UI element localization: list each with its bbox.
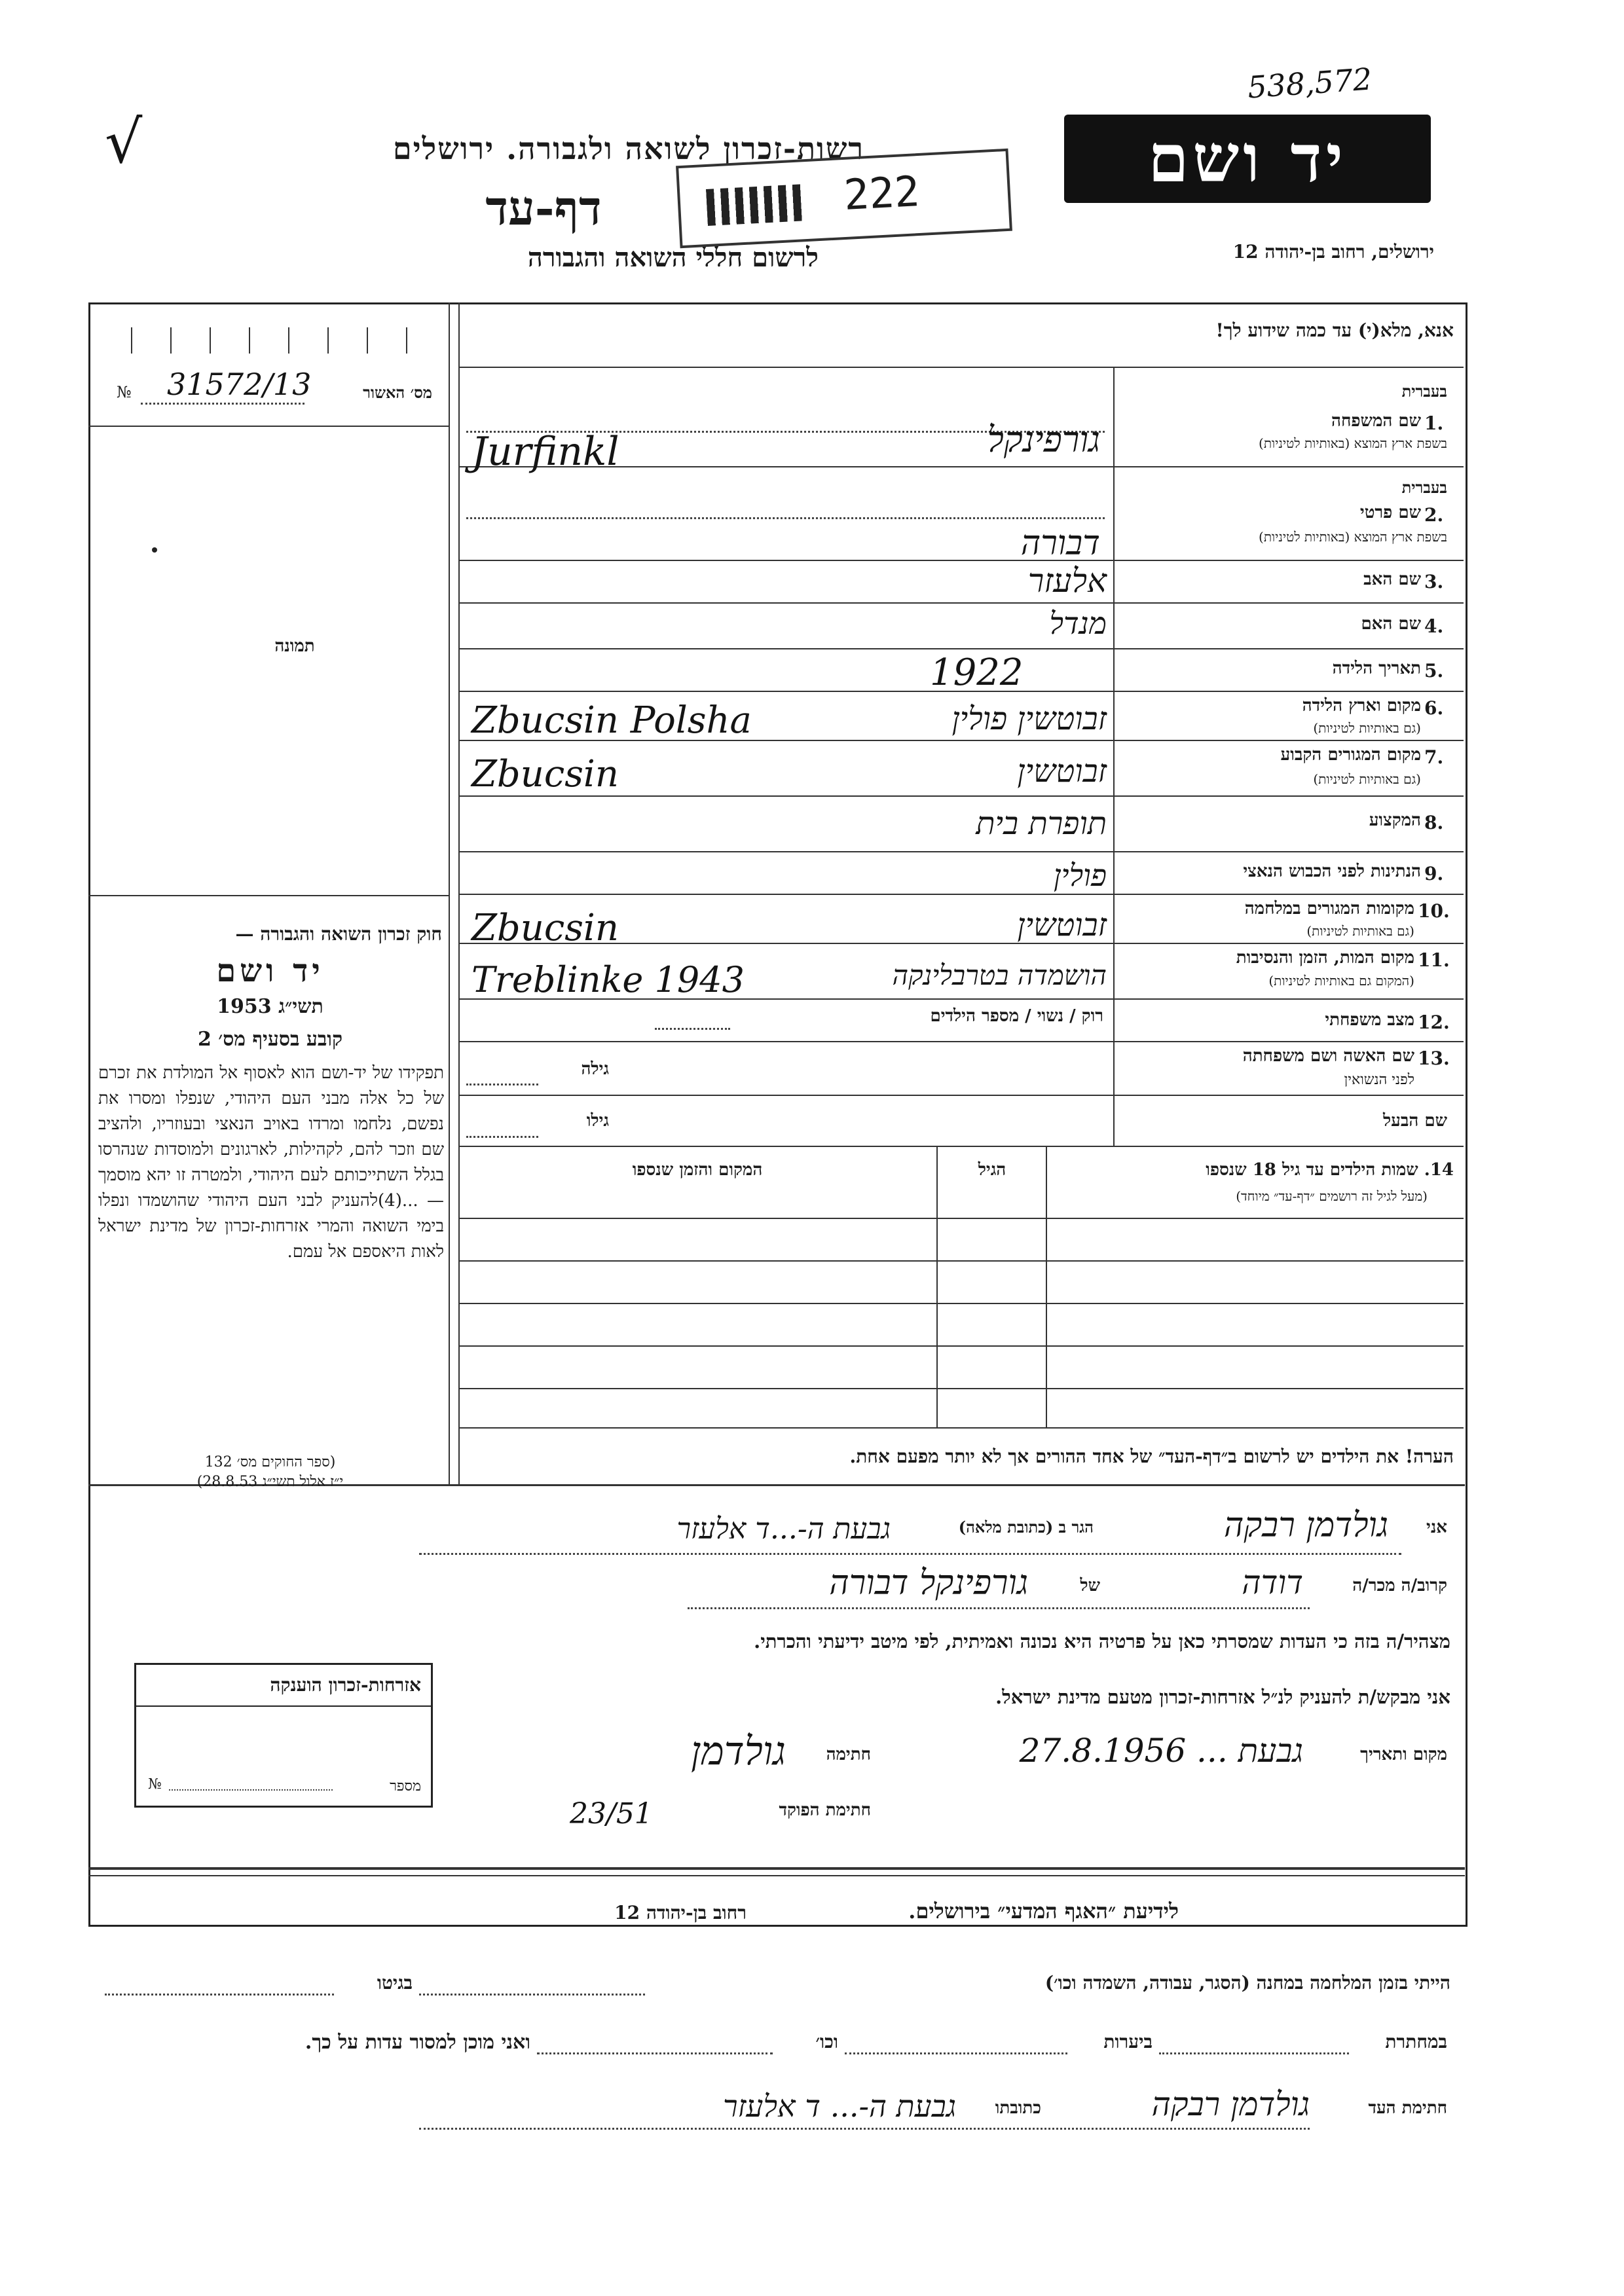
- children-place-header: המקום והזמן שנספו: [632, 1160, 763, 1180]
- field-3-number: 3.: [1424, 571, 1444, 592]
- field-12-options: רוק / נשוי / מספר הילדים: [930, 1006, 1103, 1026]
- relation-value: דודה: [1242, 1563, 1303, 1601]
- corner-handwriting: 538,572: [1246, 61, 1373, 105]
- forests-label: ביערות: [1103, 2031, 1153, 2052]
- husband-age-label: גילו: [586, 1111, 609, 1131]
- field-8-number: 8.: [1424, 812, 1444, 833]
- approval-number: 31572/13: [167, 367, 312, 402]
- field-4-label: שם האם: [1361, 614, 1421, 634]
- field-6-number: 6.: [1424, 697, 1444, 719]
- etc-label: וכו׳: [815, 2031, 838, 2052]
- field-8-hebrew-value: תופרת בית: [976, 805, 1107, 842]
- citizenship-box-title: אזרחות-זכרון הוענקה: [270, 1674, 421, 1696]
- field-5-value: 1922: [930, 651, 1024, 694]
- margin-checkmark: √: [105, 108, 143, 177]
- form-title: דף-עד: [485, 180, 602, 236]
- law-citation-1: (ספר החוקים מס׳ 132: [204, 1454, 336, 1470]
- underground-label: במחתרת: [1385, 2031, 1447, 2052]
- field-1-label: שם המשפחה: [1331, 411, 1421, 431]
- field-2-hebrew-value: דבורה: [1020, 524, 1100, 563]
- wife-age-label: גילה: [581, 1059, 609, 1079]
- stamp-hatching: [706, 184, 806, 226]
- field-13-number: 13.: [1418, 1048, 1450, 1069]
- field-11-sublabel: (המקום גם באותיות לטיניות): [1268, 973, 1414, 989]
- place-date-value: גבעת ... 27.8.1956: [1019, 1732, 1303, 1770]
- field-10-latin-value: Zbucsin: [471, 907, 619, 949]
- shel-label: של: [1080, 1576, 1100, 1595]
- field-8-label: המקצוע: [1369, 811, 1421, 830]
- field-5-label: תאריך הלידה: [1332, 659, 1421, 678]
- field-7-latin-value: Zbucsin: [471, 753, 619, 795]
- field-7-hebrew-value: זבוטשין: [1017, 753, 1107, 790]
- officer-signature-label: חתימת הפוקד: [779, 1800, 871, 1820]
- stamp-number: 222: [842, 168, 921, 220]
- citizenship-no-sign: №: [148, 1776, 162, 1793]
- field-13-sublabel: לפני הנשואין: [1344, 1072, 1414, 1088]
- address-line: ירושלים, רחוב בן-יהודה 12: [1232, 241, 1434, 263]
- witness-signature-value: גולדמן רבקה: [1151, 2085, 1310, 2123]
- logo-text: יד ושם: [1148, 120, 1347, 197]
- children-sublabel: (מעל לגיל זה רושמים ״דף-עד״ מיוחד): [1236, 1188, 1428, 1204]
- field-10-hebrew-value: זבוטשין: [1017, 907, 1107, 943]
- field-5-number: 5.: [1424, 660, 1444, 682]
- field-11-latin-value: Treblinke 1943: [471, 959, 745, 1000]
- field-2-label: שם פרטי: [1359, 503, 1421, 522]
- field-11-label: מקום המות, הזמן והנסיבות: [1236, 948, 1414, 968]
- law-name: יד ושם: [216, 953, 324, 989]
- approval-label: מס׳ האשור: [363, 383, 432, 402]
- field-12-label: מצב משפחתי: [1325, 1010, 1414, 1030]
- relative-label: קרוב/ה מכר/ה: [1352, 1576, 1447, 1595]
- field-9-label: הנתינות לפני הכבוש הנאצי: [1243, 862, 1421, 881]
- field-10-label: מקומות המגורים במלחמה: [1244, 899, 1414, 919]
- camp-line: הייתי בזמן המלחמה במחנה (הסגר, עבודה, השמדה וכו׳): [1044, 1972, 1450, 1994]
- resides-label: הגר ב (כתובת מלאה): [958, 1518, 1094, 1537]
- field-7-sublabel: (גם באותיות לטיניות): [1313, 771, 1421, 787]
- field-11-hebrew-value: הושמדה בטרבלינקה: [892, 959, 1107, 991]
- field-10-number: 10.: [1418, 900, 1450, 922]
- citizenship-box: [134, 1663, 433, 1808]
- approval-no-sign: №: [117, 383, 132, 401]
- law-title: חוק זכרון השואה והגבורה —: [235, 923, 442, 945]
- field-4-number: 4.: [1424, 615, 1444, 637]
- registration-stamp: [676, 149, 1012, 248]
- declaration-request: אני מבקש/ת להעניק לנ״ל אזרחות-זכרון מטעם מדינת ישראל.: [995, 1686, 1450, 1708]
- witness-address-label: כתובתו: [995, 2098, 1041, 2118]
- form-subtitle: לרשום חללי השואה והגבורה: [527, 242, 819, 273]
- field-7-label: מקום המגורים הקבוע: [1280, 745, 1421, 765]
- field-2-number: 2.: [1424, 504, 1444, 526]
- field-9-hebrew-value: פולין: [1053, 858, 1107, 893]
- willing-to-testify: ואני מוכן למסור עדות על כך.: [304, 2031, 530, 2054]
- declarant-name: גולדמן רבקה: [1223, 1506, 1388, 1545]
- field-10-sublabel: (גם באותיות לטיניות): [1306, 923, 1414, 939]
- law-text: תפקידו של יד-ושם הוא לאסוף אל המולדת את זכרם של כל אלה מבני העם היהודי, שנפלו ומסרו את נפשם, נלחמו ומרדו באויב הנאצי ובעוזריו, ולהציב שם וזכר להם, לקהילות, לארגונים ולמוסדות שנהרסו בגלל השתייכותם לעם היהודי, ולמטרה זו יהא מוסמך — ...(4)להעניק לבני העם היהודי שהושמדו ונפלו בימי השואה והמרי אזרחות-זכרון של מדינת ישראל לאות היאספם אל עמם.: [98, 1063, 444, 1262]
- field-1-latin-value: Jurfinkl: [471, 429, 619, 475]
- bottom-title: לידיעת ״האגף המדעי״ בירושלים.: [908, 1899, 1179, 1923]
- yad-vashem-logo: [1064, 115, 1431, 203]
- signature-value: גולדמן: [690, 1728, 786, 1774]
- declarant-address: גבעת ה-...ד אלעזר: [676, 1512, 891, 1546]
- deceased-name: גורפינקל דבורה: [829, 1563, 1028, 1603]
- signature-label: חתימה: [826, 1745, 871, 1764]
- field-12-number: 12.: [1418, 1011, 1450, 1033]
- field-6-latin-value: Zbucsin Polsha: [471, 699, 752, 742]
- children-note: הערה! את הילדים יש לרשום ב״דף-העד״ של אחד ההורים אך לא יותר מפעם אחת.: [849, 1446, 1454, 1467]
- field-6-label: מקום וארץ הלידה: [1302, 696, 1421, 716]
- citizenship-number-label: מספר: [390, 1778, 421, 1795]
- children-age-header: הגיל: [978, 1160, 1006, 1180]
- field-1-number: 1.: [1424, 412, 1444, 434]
- children-label: 14. שמות הילדים עד גיל 18 שנספו: [1206, 1160, 1454, 1180]
- intro-instruction: אנא, מלא(י) עד כמה שידוע לך!: [1215, 319, 1454, 341]
- field-11-number: 11.: [1418, 949, 1450, 971]
- officer-signature-value: 23/51: [570, 1797, 653, 1831]
- field-2-sublabel: בשפת ארץ המוצא (באותיות לטיניות): [1259, 529, 1447, 545]
- field-6-sublabel: (גם באותיות לטיניות): [1313, 720, 1421, 736]
- witness-signature-label: חתימת העד: [1368, 2098, 1447, 2118]
- field-6-hebrew-value: זבוטשין פולין: [951, 701, 1107, 737]
- field-2-lang-hint: בעברית: [1401, 478, 1447, 497]
- place-date-label: מקום ותאריך: [1360, 1745, 1447, 1764]
- field-1-lang-hint: בעברית: [1401, 382, 1447, 401]
- field-3-label: שם האב: [1363, 570, 1421, 589]
- declaration-statement: מצהיר/ה בזה כי העדות שמסרתי כאן על פרטיה היא נכונה ואמיתית, לפי מיטב ידיעתי והכרתי.: [754, 1630, 1450, 1652]
- field-7-number: 7.: [1424, 746, 1444, 768]
- law-citation-2: י״ז אלול תשי״ג 28.8.53): [196, 1474, 344, 1490]
- ghetto-label: בגיטו: [377, 1972, 413, 1994]
- declaration-ani: אני: [1426, 1518, 1447, 1537]
- bottom-address: רחוב בן-יהודה 12: [614, 1902, 747, 1923]
- law-section: קובע בסעיף מס׳ 2: [197, 1028, 343, 1051]
- husband-label: שם הבעל: [1382, 1111, 1447, 1131]
- field-3-hebrew-value: אלעזר: [1027, 562, 1107, 600]
- field-4-hebrew-value: מנדל: [1049, 606, 1107, 641]
- field-9-number: 9.: [1424, 863, 1444, 884]
- photo-dot: [152, 547, 157, 553]
- organization-line: רשות-זכרון לשואה ולגבורה. ירושלים: [392, 131, 864, 166]
- field-13-label: שם האשה ושם משפחתה: [1242, 1046, 1414, 1066]
- field-1-sublabel: בשפת ארץ המוצא (באותיות לטיניות): [1259, 435, 1447, 451]
- witness-address-value: גבעת ה-... ד אלעזר: [723, 2088, 956, 2124]
- law-year: תשי״ג 1953: [217, 995, 323, 1018]
- photo-label: תמונה: [274, 636, 315, 656]
- field-1-hebrew-value: גורפינקל: [987, 419, 1100, 460]
